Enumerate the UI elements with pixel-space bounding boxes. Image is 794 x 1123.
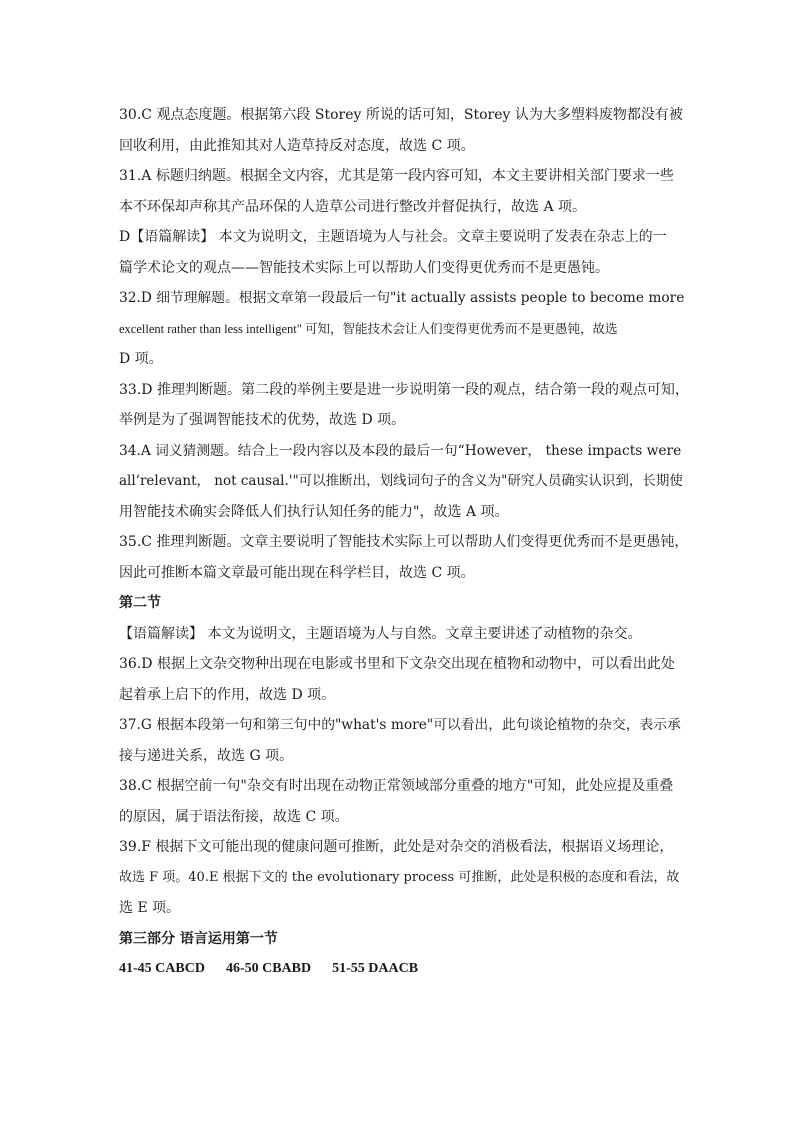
text-line: 38.C 根据空前一句"杂交有时出现在动物正常领域部分重叠的地方"可知，此处应提及重叠 [119, 778, 674, 794]
text-line: 36.D 根据上文杂交物种出现在电影或书里和下文杂交出现在植物和动物中，可以看出此处 [119, 656, 675, 672]
text-line: 34.A 词义猜测题。结合上一段内容以及本段的最后一句“However， these impacts were [119, 442, 682, 459]
text-line: 32.D 细节理解题。根据文章第一段最后一句"it actually assists people to become more [119, 290, 685, 306]
text-line: 举例是为了强调智能技术的优势，故选 D 项。 [119, 412, 406, 428]
text-line: 起着承上启下的作用，故选 D 项。 [119, 686, 336, 703]
text-line: 因此可推断本篇文章最可能出现在科学栏目，故选 C 项。 [119, 564, 475, 581]
text-line: 33.D 推理判断题。第二段的举例主要是进一步说明第一段的观点，结合第一段的观点可知， [119, 381, 689, 398]
text-line: 31.A 标题归纳题。根据全文内容，尤其是第一段内容可知，本文主要讲相关部门要求一些 [119, 168, 674, 184]
text-line: 回收利用，由此推知其对人造草持反对态度，故选 C 项。 [119, 137, 475, 154]
section-heading: 第二节 [119, 595, 161, 611]
text-line: 用智能技术确实会降低人们执行认知任务的能力"，故选 A 项。 [119, 503, 509, 520]
text-line: 37.G 根据本段第一句和第三句中的"what's more"可以看出，此句谈论植物的杂交，表示承 [119, 717, 681, 733]
text-line: 的原因，属于语法衔接，故选 C 项。 [119, 808, 349, 825]
text-line: 35.C 推理判断题。文章主要说明了智能技术实际上可以帮助人们变得更优秀而不是更愚钝， [119, 534, 689, 550]
text-line: 本不环保却声称其产品环保的人造草公司进行整改并督促执行，故选 A 项。 [119, 198, 587, 215]
text-line: D【语篇解读】 本文为说明文，主题语境为人与社会。文章主要说明了发表在杂志上的一 [119, 229, 667, 245]
text-line: D 项。 [119, 351, 163, 367]
text-line: 故选 F 项。40.E 根据下文的 the evolutionary process 可推断，此处是积极的态度和看法，故 [119, 869, 680, 885]
text-line: 30.C 观点态度题。根据第六段 Storey 所说的话可知，Storey 认为大多塑料废物都没有被 [119, 107, 683, 123]
answer-key: 41-45 CABCD 46-50 CBABD 51-55 DAACB [119, 961, 419, 976]
text-line: 选 E 项。 [119, 900, 181, 916]
section-heading: 第三部分 语言运用第一节 [119, 930, 278, 947]
text-line: 39.F 根据下文可能出现的健康问题可推断，此处是对杂交的消极看法，根据语义场理论， [119, 839, 674, 855]
text-line: excellent rather than less intelligent" 可知，智能技术会让人们变得更优秀而不是更愚钝，故选 [119, 321, 618, 336]
document-page [119, 100, 689, 984]
text-line: all‘relevant， not causal.'"可以推断出，划线词句子的含义为"研究人员确实认识到，长期使 [119, 473, 683, 489]
text-line: 篇学术论文的观点——智能技术实际上可以帮助人们变得更优秀而不是更愚钝。 [119, 259, 609, 276]
text-line: 【语篇解读】 本文为说明文，主题语境为人与自然。文章主要讲述了动植物的杂交。 [119, 625, 642, 642]
text-line: 接与递进关系，故选 G 项。 [119, 747, 294, 764]
